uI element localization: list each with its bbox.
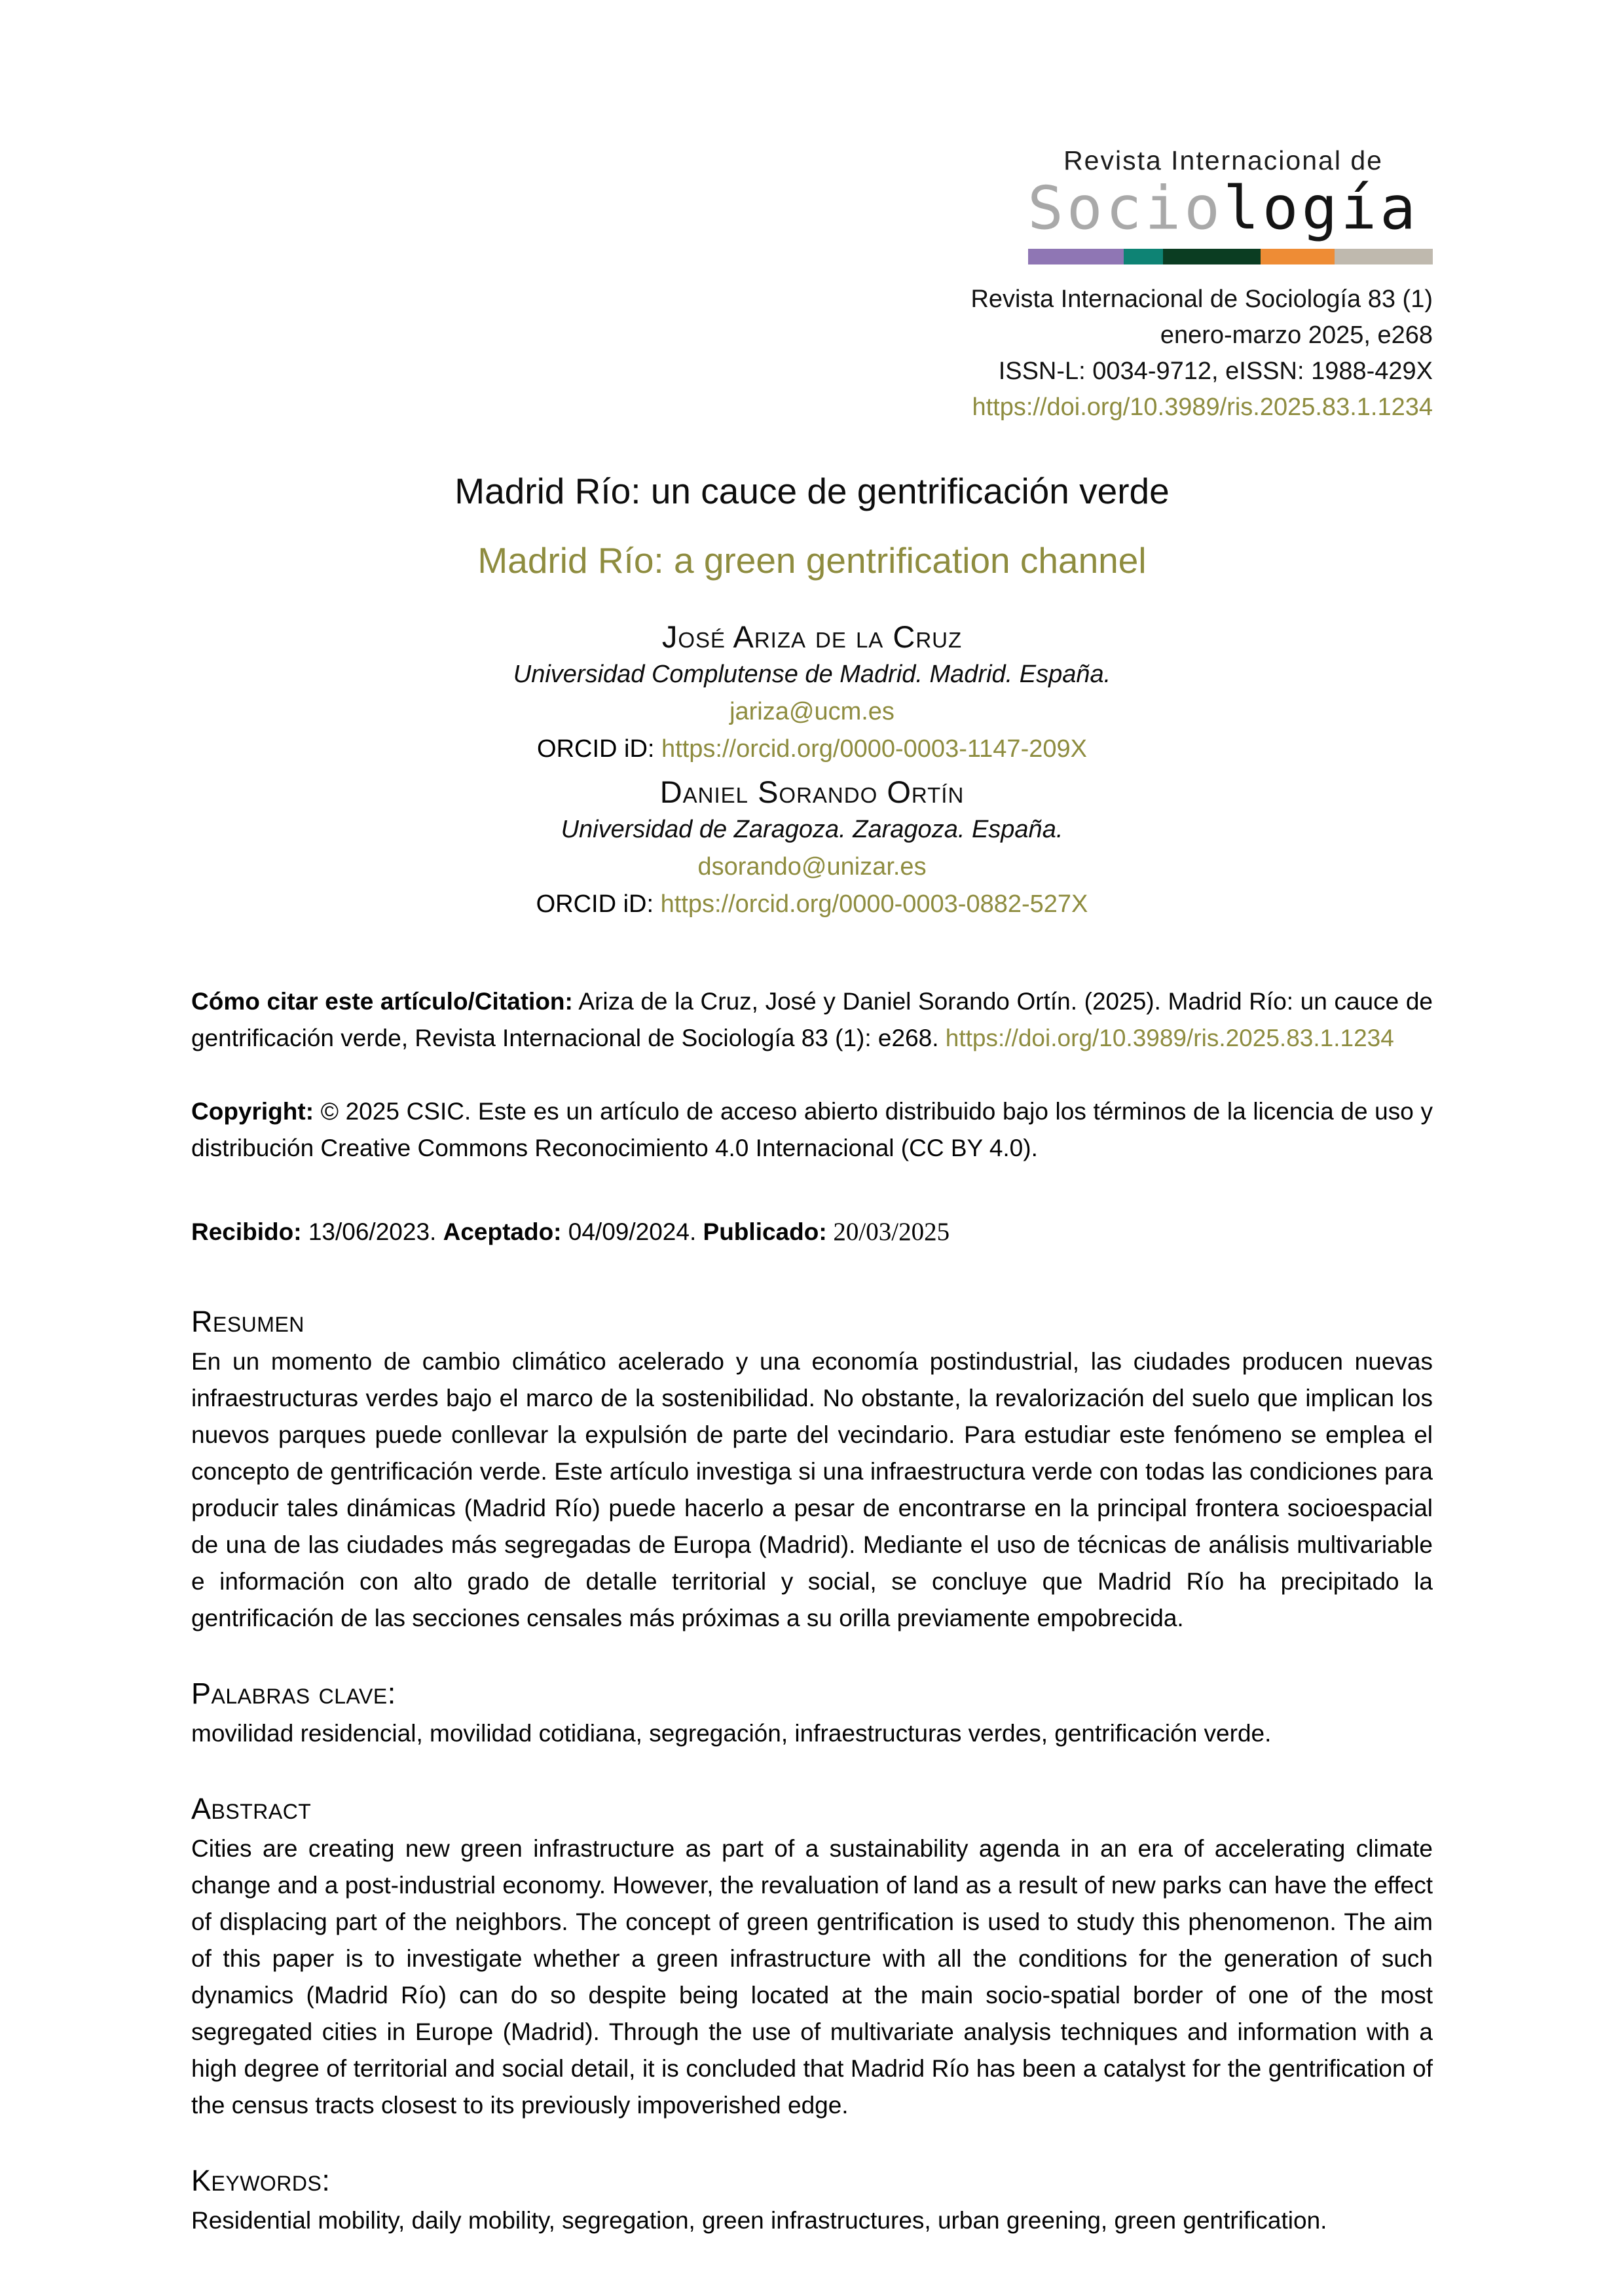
author-1	[191, 618, 1433, 768]
logo-color-bar	[1028, 249, 1433, 264]
masthead-issn: ISSN-L: 0034-9712, eISSN: 1988-429X	[998, 357, 1433, 385]
logo-bar-segment-orange	[1261, 249, 1334, 264]
published-label: Publicado:	[703, 1218, 827, 1245]
author-2-email-link[interactable]: dsorando@unizar.es	[697, 852, 927, 881]
citation-doi-link[interactable]: https://doi.org/10.3989/ris.2025.83.1.1234	[945, 1024, 1394, 1051]
received-value: 13/06/2023.	[301, 1218, 443, 1245]
copyright-label: Copyright:	[191, 1097, 314, 1125]
copyright-text: © 2025 CSIC. Este es un artículo de acceso abierto distribuido bajo los términos de la licencia de uso y distribución Creative Commons Reconocimiento 4.0 Internacional (CC BY 4.0).	[191, 1097, 1433, 1161]
published-value: 20/03/2025	[826, 1217, 950, 1246]
logo-bar-segment-darkgreen	[1163, 249, 1261, 264]
copyright-paragraph	[191, 1093, 1433, 1167]
logo-bar-segment-teal	[1124, 249, 1164, 264]
resumen-heading: Resumen	[191, 1304, 304, 1338]
citation-paragraph	[191, 983, 1433, 1057]
masthead-journal-issue: Revista Internacional de Sociología 83 (1)	[970, 285, 1433, 313]
author-1-name: José Ariza de la Cruz	[661, 619, 963, 654]
author-2-name: Daniel Sorando Ortín	[659, 774, 965, 809]
authors-block	[191, 618, 1433, 923]
keywords-heading: Keywords:	[191, 2163, 331, 2197]
accepted-value: 04/09/2024.	[561, 1218, 703, 1245]
dates-line	[191, 1214, 1433, 1250]
palabras-clave-heading: Palabras clave:	[191, 1676, 396, 1710]
logo-tagline: Revista Internacional de	[1063, 145, 1383, 175]
accepted-label: Aceptado:	[443, 1218, 562, 1245]
author-2	[191, 773, 1433, 923]
logo-bar-segment-gray	[1335, 249, 1433, 264]
masthead-doi-link[interactable]: https://doi.org/10.3989/ris.2025.83.1.1234	[972, 393, 1433, 421]
author-2-orcid-label: ORCID iD:	[536, 890, 661, 918]
author-1-orcid-label: ORCID iD:	[537, 735, 662, 763]
palabras-clave-body: movilidad residencial, movilidad cotidiana, segregación, infraestructuras verdes, gentrificación verde.	[191, 1719, 1272, 1747]
author-2-affiliation: Universidad de Zaragoza. Zaragoza. España.	[561, 815, 1063, 843]
logo-wordmark-socio: Socio	[1027, 174, 1223, 244]
citation-text: Ariza de la Cruz, José y Daniel Sorando Ortín. (2025). Madrid Río: un cauce de gentrificación verde, Revista Internacional de Sociología 83 (1): e268.	[191, 987, 1433, 1051]
article-title-english: Madrid Río: a green gentrification channel	[477, 539, 1147, 581]
author-1-email-link[interactable]: jariza@ucm.es	[729, 697, 895, 725]
author-1-orcid-link[interactable]: https://orcid.org/0000-0003-1147-209X	[661, 735, 1087, 763]
resumen-body: En un momento de cambio climático acelerado y una economía postindustrial, las ciudades producen nuevas infraestructuras verdes bajo el marco de la sostenibilidad. No obstante, la revalorización del suelo que implican los nuevos parques puede conllevar la expulsión de parte del vecindario. Para estudiar este fenómeno se emplea el concepto de gentrificación verde. Este artículo investiga si una infraestructura verde con todas las condiciones para producir tales dinámicas (Madrid Río) puede hacerlo a pesar de encontrarse en la principal frontera socioespacial de una de las ciudades más segregadas de Europa (Madrid). Mediante el uso de técnicas de análisis multivariable e información con alto grado de detalle territorial y social, se concluye que Madrid Río ha precipitado la gentrificación de las secciones censales más próximas a su orilla previamente empobrecida.	[191, 1347, 1433, 1631]
masthead	[191, 282, 1433, 426]
logo-bar-segment-purple	[1028, 249, 1124, 264]
logo-wordmark-logia: logía	[1223, 174, 1419, 244]
author-1-orcid-line	[191, 731, 1433, 768]
logo-wordmark	[1014, 174, 1433, 244]
keywords-body: Residential mobility, daily mobility, segregation, green infrastructures, urban greening, green gentrification.	[191, 2206, 1327, 2234]
abstract-heading: Abstract	[191, 1791, 312, 1825]
citation-label: Cómo citar este artículo/Citation:	[191, 987, 573, 1015]
author-2-orcid-link[interactable]: https://orcid.org/0000-0003-0882-527X	[660, 890, 1088, 918]
received-label: Recibido:	[191, 1218, 302, 1245]
abstract-body: Cities are creating new green infrastructure as part of a sustainability agenda in an era of accelerating climate change and a post-industrial economy. However, the revaluation of land as a result of new parks can have the effect of displacing part of the neighbors. The concept of green gentrification is used to study this phenomenon. The aim of this paper is to investigate whether a green infrastructure with all the conditions for the generation of such dynamics (Madrid Río) can do so despite being located at the main socio-spatial border of one of the most segregated cities in Europe (Madrid). Through the use of multivariate analysis techniques and information with a high degree of territorial and social detail, it is concluded that Madrid Río has been a catalyst for the gentrification of the census tracts closest to its previously impoverished edge.	[191, 1834, 1433, 2119]
author-1-affiliation: Universidad Complutense de Madrid. Madrid. España.	[513, 660, 1111, 688]
author-2-orcid-line	[191, 886, 1433, 923]
masthead-issue-dates: enero-marzo 2025, e268	[1160, 321, 1433, 349]
article-title-spanish: Madrid Río: un cauce de gentrificación verde	[454, 470, 1170, 511]
journal-logo	[1014, 0, 1433, 264]
